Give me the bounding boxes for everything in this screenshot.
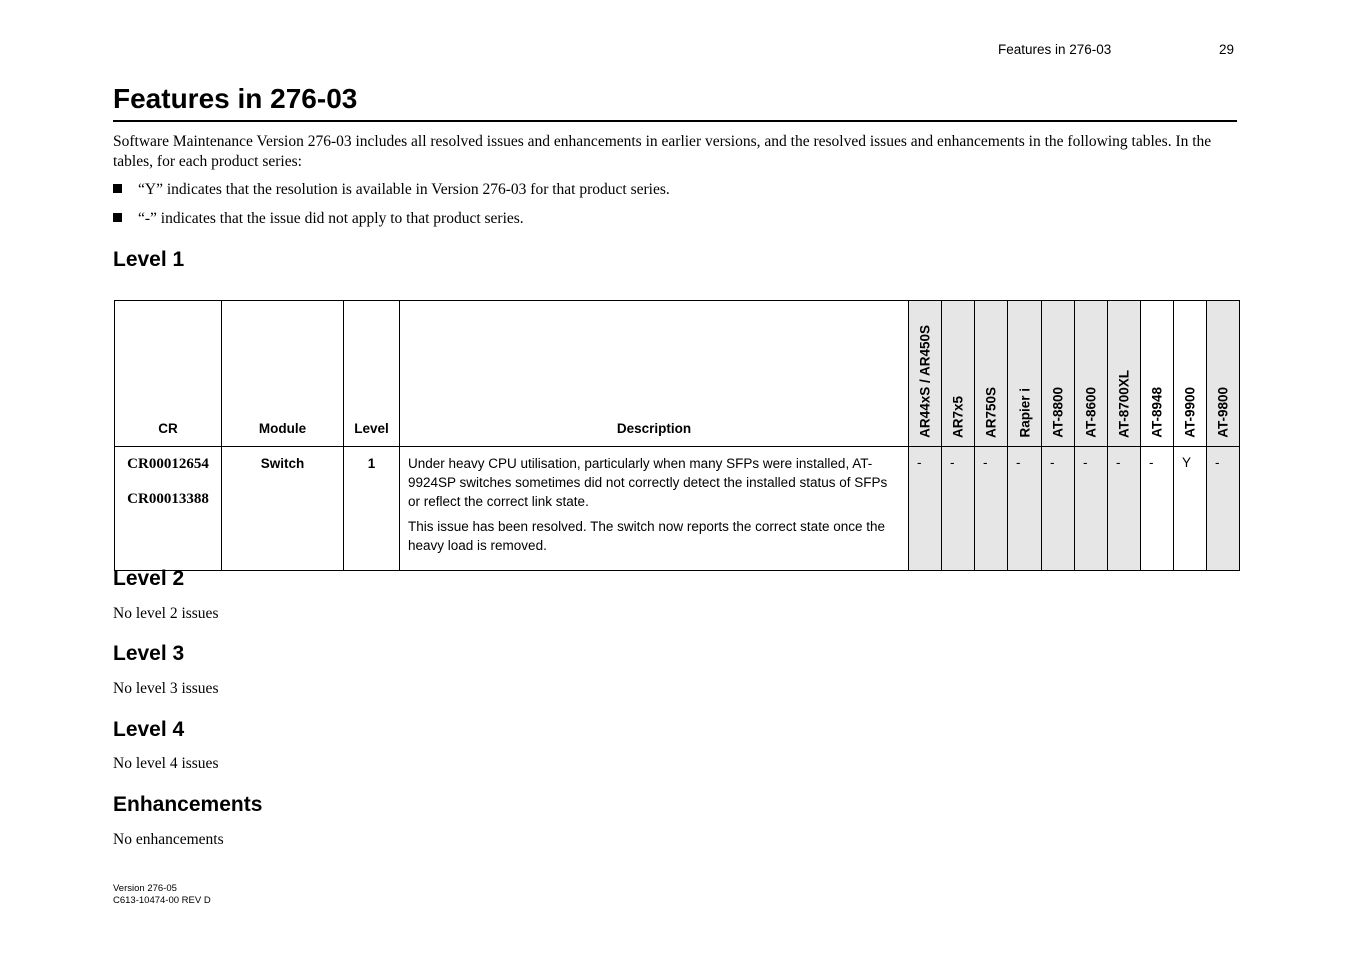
level2-heading: Level 2 (113, 567, 185, 590)
bullet-square-icon (113, 213, 122, 222)
level3-heading: Level 3 (113, 642, 185, 665)
page-title: Features in 276-03 (113, 82, 1237, 122)
running-header: Features in 276-03 (998, 42, 1112, 57)
product-label: AT-8600 (1083, 387, 1099, 438)
product-flag-cell: - (975, 447, 1008, 571)
header-product (942, 301, 975, 447)
description-paragraph: Under heavy CPU utilisation, particularly when many SFPs were installed, AT-9924SP switches sometimes did not correctly detect the installed status of SFPs or reflect the correct link state. (408, 456, 888, 509)
description-paragraph: This issue has been resolved. The switch now reports the correct state once the heavy load is removed. (408, 519, 885, 553)
product-flag-cell: Y (1174, 447, 1207, 571)
product-flag-cell: - (1042, 447, 1075, 571)
product-label: AT-9800 (1215, 387, 1231, 438)
bullet-text: “Y” indicates that the resolution is available in Version 276-03 for that product series. (138, 181, 670, 198)
intro-paragraph: Software Maintenance Version 276-03 includes all resolved issues and enhancements in earlier versions, and the resolved issues and enhancements in the following tables. In the tables, for each product series: (113, 133, 1212, 170)
product-flag-cell: - (1075, 447, 1108, 571)
product-flag-cell: - (1108, 447, 1141, 571)
bullet-item-dash (113, 209, 524, 229)
bullet-text: “-” indicates that the issue did not apply to that product series. (138, 210, 524, 227)
level4-heading: Level 4 (113, 718, 185, 741)
table-header-row (115, 301, 1240, 447)
header-module: Module (222, 301, 344, 447)
header-product (1042, 301, 1075, 447)
header-product (1075, 301, 1108, 447)
header-product (909, 301, 942, 447)
header-product (1008, 301, 1042, 447)
product-label: AT-9900 (1182, 387, 1198, 438)
enhancements-heading: Enhancements (113, 793, 263, 816)
product-label: AT-8948 (1149, 387, 1165, 438)
header-cr: CR (115, 301, 222, 447)
level1-issues-table (114, 300, 1240, 571)
level2-text: No level 2 issues (113, 605, 219, 622)
level4-text: No level 4 issues (113, 755, 219, 772)
header-product (975, 301, 1008, 447)
enhancements-text: No enhancements (113, 831, 224, 848)
product-flag-cell: - (942, 447, 975, 571)
product-flag-cell: - (1008, 447, 1042, 571)
header-level: Level (344, 301, 400, 447)
module-cell: Switch (222, 447, 344, 571)
level-cell: 1 (344, 447, 400, 571)
product-flag-cell: - (909, 447, 942, 571)
product-label: AR44xS / AR450S (917, 325, 933, 438)
bullet-square-icon (113, 184, 122, 193)
header-product (1174, 301, 1207, 447)
level3-text: No level 3 issues (113, 680, 219, 697)
bullet-item-y (113, 180, 670, 200)
product-label: AT-8800 (1050, 387, 1066, 438)
header-product (1207, 301, 1240, 447)
product-flag-cell: - (1207, 447, 1240, 571)
table-row (115, 447, 1240, 571)
header-product (1141, 301, 1174, 447)
page-footer (113, 883, 211, 907)
header-product (1108, 301, 1141, 447)
product-label: AR750S (983, 386, 999, 438)
footer-doc-id: C613-10474-00 REV D (113, 895, 211, 906)
product-label: AT-8700XL (1116, 369, 1132, 438)
description-cell (400, 447, 909, 571)
header-description: Description (400, 301, 909, 447)
footer-version: Version 276-05 (113, 883, 177, 894)
product-flag-cell: - (1141, 447, 1174, 571)
level1-heading: Level 1 (113, 248, 185, 271)
cr-number: CR00012654 (127, 456, 209, 472)
product-label: Rapier i (1017, 388, 1032, 438)
cr-number: CR00013388 (127, 491, 209, 507)
page-number: 29 (1219, 42, 1235, 57)
cr-cell (115, 447, 222, 571)
product-label: AR7x5 (950, 395, 966, 438)
